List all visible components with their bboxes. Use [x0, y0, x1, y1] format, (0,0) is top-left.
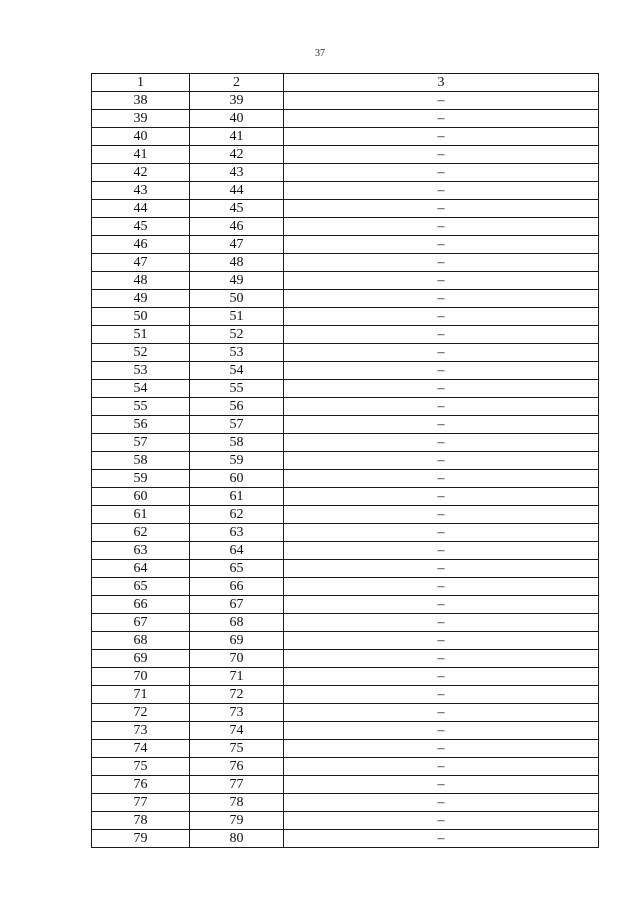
table-cell-col-2: 41 [190, 128, 284, 146]
table-cell-col-1: 75 [92, 758, 190, 776]
table-cell-col-1: 46 [92, 236, 190, 254]
table-cell-col-1: 51 [92, 326, 190, 344]
table-cell-col-3: – [284, 776, 599, 794]
table-cell-col-3: – [284, 218, 599, 236]
table-cell-col-3: – [284, 254, 599, 272]
table-cell-col-1: 72 [92, 704, 190, 722]
table-row [92, 830, 599, 848]
table-cell-col-1: 58 [92, 452, 190, 470]
table-row [92, 650, 599, 668]
column-header-2: 2 [190, 74, 284, 92]
table-cell-col-3: – [284, 272, 599, 290]
table-cell-col-2: 80 [190, 830, 284, 848]
table-row [92, 200, 599, 218]
table-cell-col-2: 63 [190, 524, 284, 542]
table-row [92, 596, 599, 614]
table-cell-col-1: 53 [92, 362, 190, 380]
table-row [92, 704, 599, 722]
table-row [92, 92, 599, 110]
table-cell-col-3: – [284, 740, 599, 758]
table-row [92, 794, 599, 812]
table-cell-col-1: 73 [92, 722, 190, 740]
table-row [92, 380, 599, 398]
table-cell-col-3: – [284, 146, 599, 164]
table-cell-col-3: – [284, 326, 599, 344]
table-cell-col-1: 54 [92, 380, 190, 398]
table-row [92, 182, 599, 200]
table-cell-col-3: – [284, 488, 599, 506]
column-header-3: 3 [284, 74, 599, 92]
table-cell-col-3: – [284, 668, 599, 686]
table-row [92, 362, 599, 380]
table-cell-col-1: 42 [92, 164, 190, 182]
table-cell-col-1: 44 [92, 200, 190, 218]
table-header [92, 74, 599, 92]
table-row [92, 524, 599, 542]
table-row [92, 218, 599, 236]
table-cell-col-2: 74 [190, 722, 284, 740]
table-cell-col-3: – [284, 794, 599, 812]
table-cell-col-2: 66 [190, 578, 284, 596]
table-cell-col-2: 76 [190, 758, 284, 776]
table-cell-col-1: 62 [92, 524, 190, 542]
table-row [92, 164, 599, 182]
table-cell-col-3: – [284, 128, 599, 146]
table-cell-col-2: 62 [190, 506, 284, 524]
table-cell-col-3: – [284, 416, 599, 434]
table-cell-col-3: – [284, 596, 599, 614]
table-cell-col-1: 49 [92, 290, 190, 308]
table-cell-col-3: – [284, 758, 599, 776]
table-cell-col-1: 79 [92, 830, 190, 848]
table-cell-col-2: 42 [190, 146, 284, 164]
table-cell-col-1: 60 [92, 488, 190, 506]
table-cell-col-2: 44 [190, 182, 284, 200]
table-cell-col-1: 56 [92, 416, 190, 434]
table-cell-col-2: 43 [190, 164, 284, 182]
table-cell-col-3: – [284, 686, 599, 704]
table-cell-col-3: – [284, 650, 599, 668]
table-row [92, 560, 599, 578]
table-row [92, 146, 599, 164]
table-cell-col-1: 39 [92, 110, 190, 128]
table-cell-col-1: 50 [92, 308, 190, 326]
table-row [92, 542, 599, 560]
table-cell-col-2: 67 [190, 596, 284, 614]
table-cell-col-1: 52 [92, 344, 190, 362]
table-cell-col-2: 53 [190, 344, 284, 362]
table-cell-col-3: – [284, 398, 599, 416]
table-cell-col-1: 64 [92, 560, 190, 578]
table-row [92, 236, 599, 254]
page-number: 37 [315, 48, 325, 59]
table-row [92, 614, 599, 632]
table-row [92, 686, 599, 704]
table-cell-col-1: 71 [92, 686, 190, 704]
table-row [92, 254, 599, 272]
table-cell-col-1: 67 [92, 614, 190, 632]
table-cell-col-1: 45 [92, 218, 190, 236]
table-row [92, 344, 599, 362]
data-table [91, 73, 599, 848]
table-cell-col-2: 78 [190, 794, 284, 812]
table-cell-col-2: 75 [190, 740, 284, 758]
table-cell-col-1: 47 [92, 254, 190, 272]
table-cell-col-2: 40 [190, 110, 284, 128]
table-cell-col-3: – [284, 434, 599, 452]
table-cell-col-2: 73 [190, 704, 284, 722]
table-cell-col-2: 57 [190, 416, 284, 434]
table-cell-col-3: – [284, 362, 599, 380]
table-cell-col-2: 64 [190, 542, 284, 560]
table-cell-col-3: – [284, 182, 599, 200]
table-row [92, 128, 599, 146]
table-cell-col-3: – [284, 200, 599, 218]
table-cell-col-1: 66 [92, 596, 190, 614]
table-cell-col-1: 48 [92, 272, 190, 290]
table-cell-col-1: 57 [92, 434, 190, 452]
table-cell-col-2: 54 [190, 362, 284, 380]
table-cell-col-2: 77 [190, 776, 284, 794]
table-row [92, 398, 599, 416]
table-cell-col-2: 68 [190, 614, 284, 632]
table-row [92, 578, 599, 596]
table-cell-col-1: 65 [92, 578, 190, 596]
table-row [92, 308, 599, 326]
table-cell-col-2: 71 [190, 668, 284, 686]
table-row [92, 272, 599, 290]
table-row [92, 812, 599, 830]
table-row [92, 758, 599, 776]
table-cell-col-3: – [284, 542, 599, 560]
table-cell-col-3: – [284, 452, 599, 470]
table-cell-col-2: 72 [190, 686, 284, 704]
column-header-1: 1 [92, 74, 190, 92]
table-cell-col-2: 49 [190, 272, 284, 290]
table-cell-col-1: 69 [92, 650, 190, 668]
table-cell-col-3: – [284, 470, 599, 488]
table-cell-col-2: 79 [190, 812, 284, 830]
table-row [92, 722, 599, 740]
table-row [92, 632, 599, 650]
table-cell-col-1: 70 [92, 668, 190, 686]
table-cell-col-1: 43 [92, 182, 190, 200]
table-cell-col-3: – [284, 290, 599, 308]
table-row [92, 506, 599, 524]
table-cell-col-3: – [284, 236, 599, 254]
table-cell-col-3: – [284, 614, 599, 632]
table-row [92, 416, 599, 434]
table-cell-col-2: 55 [190, 380, 284, 398]
table-cell-col-3: – [284, 308, 599, 326]
table-row [92, 668, 599, 686]
table-cell-col-3: – [284, 830, 599, 848]
table-cell-col-1: 77 [92, 794, 190, 812]
table-cell-col-3: – [284, 722, 599, 740]
table-cell-col-3: – [284, 578, 599, 596]
table-row [92, 326, 599, 344]
table-cell-col-3: – [284, 110, 599, 128]
table-cell-col-3: – [284, 164, 599, 182]
table-row [92, 434, 599, 452]
table-cell-col-3: – [284, 812, 599, 830]
table-cell-col-2: 56 [190, 398, 284, 416]
table-cell-col-2: 51 [190, 308, 284, 326]
table-cell-col-3: – [284, 560, 599, 578]
table-cell-col-2: 58 [190, 434, 284, 452]
table-cell-col-1: 68 [92, 632, 190, 650]
table-row [92, 290, 599, 308]
table-cell-col-2: 50 [190, 290, 284, 308]
table-cell-col-1: 55 [92, 398, 190, 416]
table-row [92, 470, 599, 488]
table-body [92, 92, 599, 848]
table-cell-col-1: 74 [92, 740, 190, 758]
table-cell-col-2: 39 [190, 92, 284, 110]
table-cell-col-2: 59 [190, 452, 284, 470]
table-cell-col-2: 65 [190, 560, 284, 578]
table-cell-col-1: 61 [92, 506, 190, 524]
table-cell-col-1: 76 [92, 776, 190, 794]
table-cell-col-2: 60 [190, 470, 284, 488]
table-cell-col-3: – [284, 632, 599, 650]
table-cell-col-3: – [284, 92, 599, 110]
table-cell-col-2: 46 [190, 218, 284, 236]
table-cell-col-2: 70 [190, 650, 284, 668]
table-cell-col-3: – [284, 704, 599, 722]
table-cell-col-3: – [284, 344, 599, 362]
table-cell-col-2: 47 [190, 236, 284, 254]
table-cell-col-3: – [284, 524, 599, 542]
table-row [92, 740, 599, 758]
table-row [92, 110, 599, 128]
table-cell-col-2: 48 [190, 254, 284, 272]
table-row [92, 776, 599, 794]
header-row [92, 74, 599, 92]
table-row [92, 452, 599, 470]
table-cell-col-1: 40 [92, 128, 190, 146]
table-cell-col-2: 61 [190, 488, 284, 506]
table-cell-col-2: 69 [190, 632, 284, 650]
table-row [92, 488, 599, 506]
table-cell-col-1: 38 [92, 92, 190, 110]
table-cell-col-3: – [284, 506, 599, 524]
table-cell-col-3: – [284, 380, 599, 398]
table-cell-col-2: 45 [190, 200, 284, 218]
table-cell-col-1: 59 [92, 470, 190, 488]
table-cell-col-2: 52 [190, 326, 284, 344]
table-cell-col-1: 63 [92, 542, 190, 560]
table-cell-col-1: 78 [92, 812, 190, 830]
table-cell-col-1: 41 [92, 146, 190, 164]
